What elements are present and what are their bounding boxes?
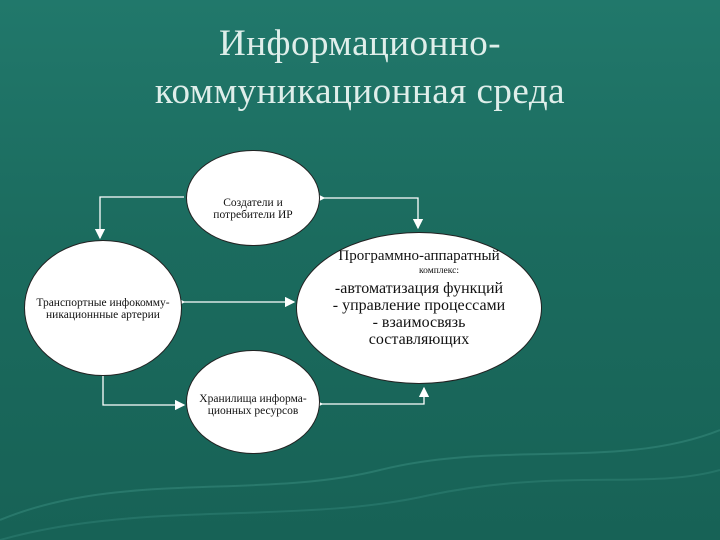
node-right-heading: Программно-аппаратный	[338, 248, 500, 264]
node-right-subheading: комплекс:	[419, 266, 459, 276]
node-top-label-line2: потребители ИР	[213, 209, 293, 221]
node-creators-consumers	[186, 150, 320, 246]
arrow-top-to-right	[324, 198, 418, 228]
node-bottom-label-line2: ционных ресурсов	[207, 405, 299, 417]
arrow-bottom-to-right	[322, 388, 424, 404]
node-resource-storage	[186, 350, 320, 454]
node-right-items	[297, 280, 541, 348]
node-hardware-software-complex	[296, 232, 542, 384]
node-right-item: -автоматизация функций	[334, 280, 504, 297]
node-left-label-line1: Транспортные инфокомму-	[36, 297, 170, 309]
node-right-item: составляющих	[368, 331, 470, 348]
arrow-top-to-left	[100, 197, 184, 238]
node-right-item: - управление процессами	[332, 297, 506, 314]
node-right-item: - взаимосвязь	[372, 314, 466, 331]
arrow-left-to-bottom	[103, 376, 184, 405]
node-bottom-label-line1: Хранилища информа-	[199, 393, 307, 405]
slide-title-line-2: коммуникационная среда	[154, 71, 566, 112]
slide-title-line-1: Информационно-	[218, 23, 502, 64]
node-left-label-line2: никационнные артерии	[46, 309, 160, 321]
node-top-label-line1: Создатели и	[223, 197, 283, 209]
node-transport-arteries	[24, 240, 182, 376]
